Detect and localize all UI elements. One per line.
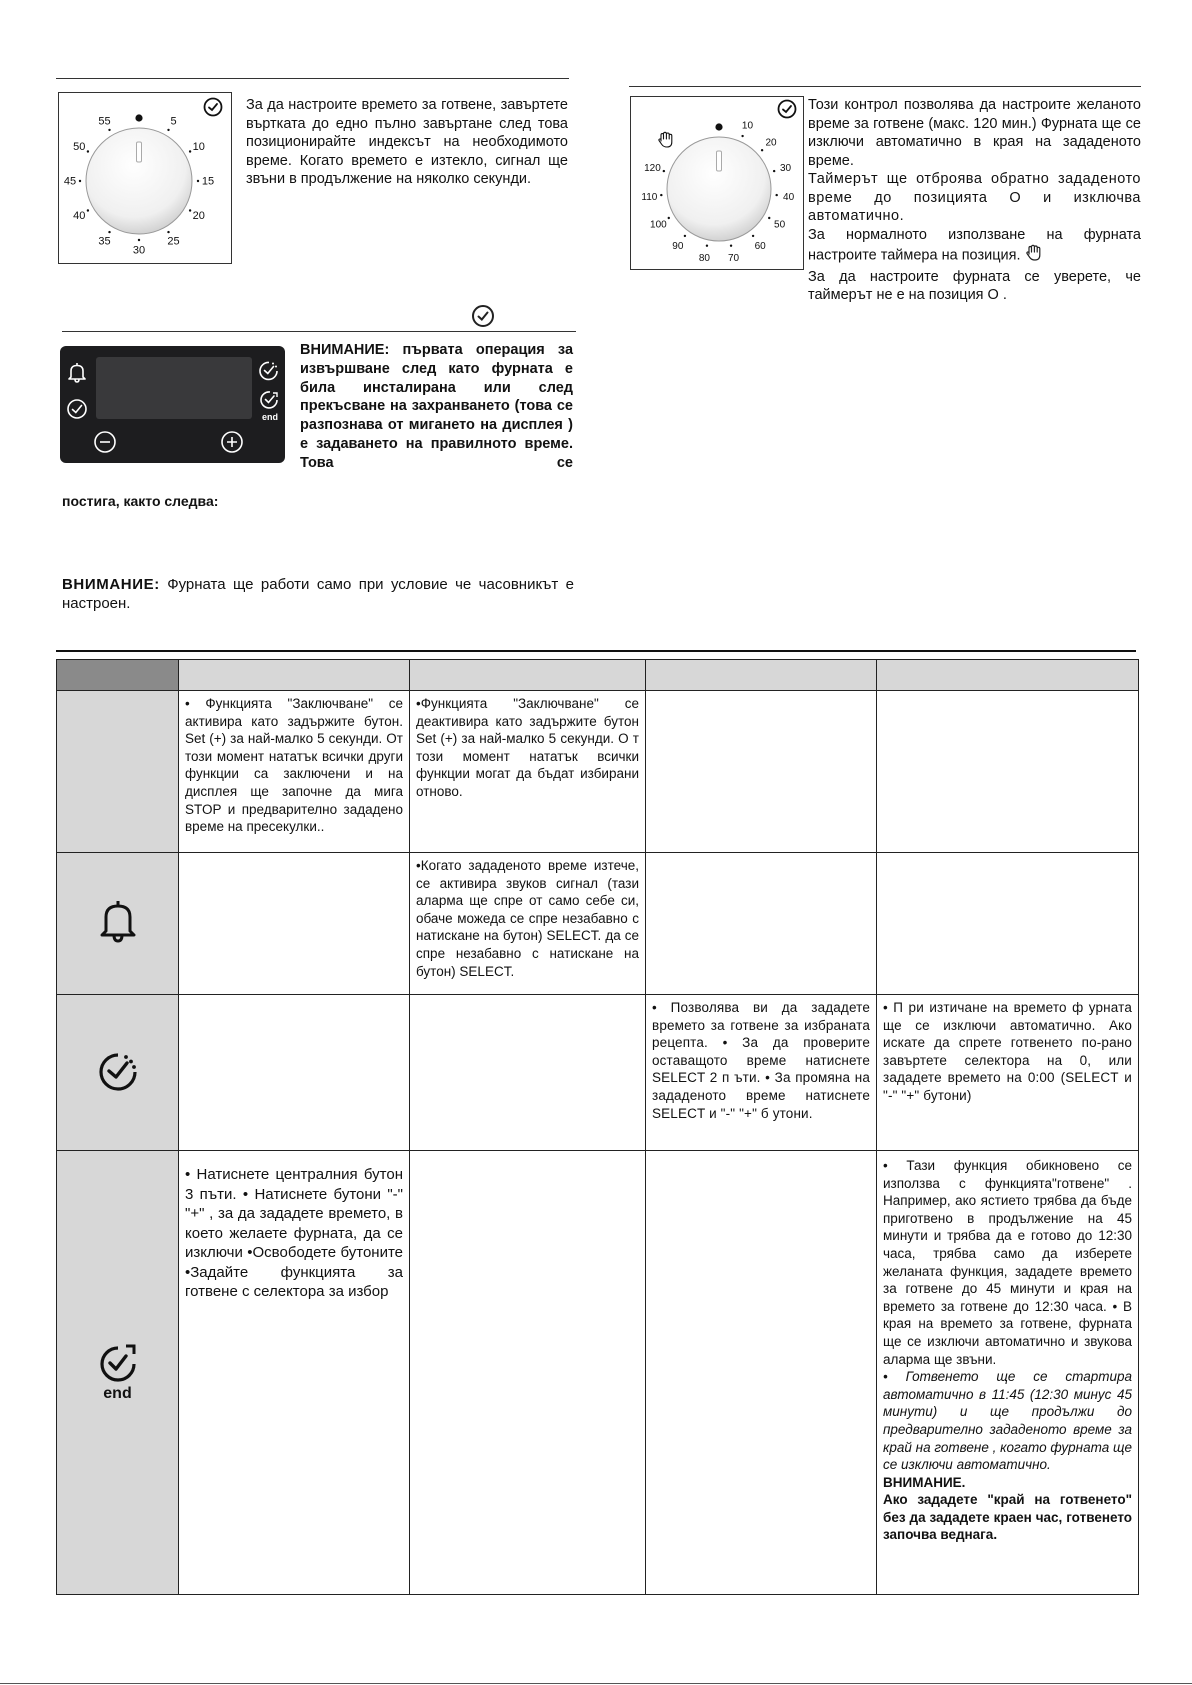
dial-label: 20: [765, 137, 777, 149]
bell-icon: [96, 933, 140, 948]
dial-tick: [730, 245, 732, 247]
section-rule-electronic: [62, 331, 576, 332]
table-row: [57, 1151, 1139, 1595]
section-rule-mech: [56, 78, 569, 79]
dial-tick: [167, 129, 169, 131]
display-screen: [96, 357, 252, 419]
dial-tick: [108, 129, 110, 131]
dial-tick: [684, 235, 686, 237]
page-bottom-rule: [0, 1683, 1192, 1684]
electronic-warning-text: [300, 341, 573, 473]
duration-icon: [95, 1081, 141, 1096]
table-cell: [646, 853, 877, 995]
dial-tick: [189, 150, 191, 152]
auto-timer-dial: [630, 96, 804, 270]
table-cell: • Тази функция обикновено се използва с функцията"готвене" . Например, ако ястието трябва да бъде приготвено в продължение на 45 минути и трябва да е готово до 12:30 часа, трябва само да изберете желаната функция, зададете времето за готвене до 45 минути и края на времето за готвене до 12:30 часа. • В края на времето за готвене, фурната ще се изключи автоматично и звукова аларма ще звъни. • Готвенето ще се стартира автоматично в 11:45 (12:30 минус 45 минути) и ще продължи до предварително зададеното време за край на готвене , когато фурната ще се изключи автоматично. ВНИМАНИЕ. Ако зададете "край на готвенето" без да зададете краен час, готвенето започва веднага.: [877, 1151, 1139, 1595]
dial-label: 20: [192, 210, 205, 222]
table-header-cell: [179, 660, 410, 691]
clock-check-icon: [205, 99, 222, 116]
bell-icon[interactable]: [65, 360, 89, 389]
electronic-warning-tail: постига, както следва:: [62, 493, 219, 509]
auto-timer-text: [808, 96, 1141, 305]
electronic-note-body: Фурната ще работи само при условие че часовникът е настроен.: [62, 576, 574, 612]
dial-tick: [741, 135, 743, 137]
dial-label: 10: [741, 120, 754, 132]
dial-tick: [660, 194, 662, 196]
table-top-rule: [56, 650, 1136, 652]
dial-label: 50: [774, 219, 786, 231]
electronic-warning-body: първата операция за извършване след като фурната е била инсталирана или след прекъсване на захранването (това се разпознава от мигането на дисплея ) е задаването на правилното време. Това се: [300, 342, 574, 471]
end-icon-cell: [57, 1151, 179, 1595]
dial-label: 110: [641, 191, 658, 203]
dial-tick: [668, 217, 670, 219]
dial-tick: [773, 170, 775, 172]
table-row: [57, 995, 1139, 1151]
dial-label: 55: [98, 115, 111, 128]
dial-label: 25: [167, 235, 180, 248]
table-cell: • Натиснете централния бутон 3 пъти. • Натиснете бутони "-" "+" , за да зададете времето, в което желаете фурната, да се изключи •Освободете бутоните •Задайте функцията за готвене с селектора за избор: [179, 1151, 410, 1595]
dial-label: 80: [698, 252, 711, 264]
minus-button[interactable]: [93, 430, 117, 459]
table-header-cell: [646, 660, 877, 691]
auto-timer-line-3: За нормалното използване на фурната настроите таймера на позиция.: [808, 226, 1141, 264]
electronic-programmer-panel: [60, 346, 285, 463]
dial-tick: [138, 239, 140, 241]
table-header-cell: [57, 660, 179, 691]
table-cell: [410, 1151, 646, 1595]
dial-tick: [87, 150, 89, 152]
dial-label: 40: [73, 210, 86, 222]
end-time-icon: [95, 1342, 141, 1401]
dial-label: 100: [650, 219, 667, 231]
functions-table: [56, 659, 1139, 1595]
electronic-note-title: ВНИМАНИЕ:: [62, 576, 160, 593]
table-header-row: [57, 660, 1139, 691]
dial-tick: [189, 209, 191, 211]
table-cell: [179, 853, 410, 995]
table-cell: [410, 995, 646, 1151]
table-cell: [877, 691, 1139, 853]
dial-tick: [108, 231, 110, 233]
bell-icon-cell: [57, 853, 179, 995]
dial-tick: [79, 180, 81, 182]
dial-tick: [768, 217, 770, 219]
hand-icon: [1025, 244, 1045, 268]
table-cell: •Когато зададеното време изтече, се активира звуков сигнал (тази аларма ще спре от само себе си, обаче можеда се спре незабавно с натискане на бутон) SELECT. да се спре незабавно с натискане на бутон) SELECT.: [410, 853, 646, 995]
end-time-icon[interactable]: [257, 389, 283, 421]
table-cell: [646, 691, 877, 853]
electronic-note: [62, 575, 574, 613]
dial-label: 120: [644, 162, 661, 174]
dial-tick: [761, 149, 763, 151]
clock-check-icon-header: [471, 304, 495, 333]
dial-label: 90: [672, 241, 684, 253]
dial-label: 35: [98, 235, 111, 248]
table-row: [57, 853, 1139, 995]
dial-label: 15: [201, 175, 215, 188]
dial-index-mark: [137, 142, 142, 162]
dial-label: 45: [63, 175, 77, 188]
dial-label: 40: [783, 191, 795, 203]
end-icon-label: end: [103, 1385, 132, 1402]
mechanical-timer-dial: [58, 92, 232, 264]
table-cell: • Функцията "Заключване" се активира като задържите бутон. Set (+) за най-малко 5 секунди. От този момент нататък всички други функции са заключени и на дисплея ще започне да мига STOP и предварително зададено време на пресекулки..: [179, 691, 410, 853]
dial-tick: [775, 194, 777, 196]
table-row: [57, 691, 1139, 853]
dial-tick: [663, 170, 665, 172]
auto-timer-line-1: Този контрол позволява да настроите желаното време за готвене (макс. 120 мин.) Фурната ще се изключи автоматично в края на зададеното време.: [808, 97, 1141, 169]
end-label: end: [261, 412, 278, 422]
lock-icon-cell: [57, 691, 179, 853]
section-rule-auto: [629, 86, 1141, 87]
plus-button[interactable]: [220, 430, 244, 459]
table-cell: [646, 1151, 877, 1595]
table-cell: [877, 853, 1139, 995]
dial-index-mark: [717, 151, 722, 171]
dial-label: 10: [192, 141, 205, 153]
hand-icon: [659, 132, 672, 147]
table-cell: •Функцията "Заключване" се деактивира като задържите бутон Set (+) за най-малко 5 секунди. О т този момент нататък всички функции могат да бъдат избирани отново.: [410, 691, 646, 853]
auto-timer-line-4: За да настроите фурната се уверете, че таймерът не е на позиция О .: [808, 268, 1141, 303]
table-header-cell: [410, 660, 646, 691]
dial-label: 70: [727, 252, 740, 264]
dial-label: 60: [754, 241, 766, 253]
mech-timer-text: За да настроите времето за готвене, завъртете въртката до едно пълно завъртане след това позиционирайте индексът на необходимото време. Когато времето е изтекло, сигнал ще звъни в продължение на няколко секунди.: [246, 97, 568, 187]
electronic-warning-title: ВНИМАНИЕ:: [300, 342, 390, 358]
dial-tick: [197, 180, 199, 182]
clock-set-icon[interactable]: [65, 397, 89, 426]
dial-label: 50: [73, 141, 86, 153]
table-header-cell: [877, 660, 1139, 691]
duration-icon[interactable]: [257, 358, 281, 387]
duration-icon-cell: [57, 995, 179, 1151]
table-cell: [179, 995, 410, 1151]
dial-label: 5: [170, 115, 177, 128]
dial-tick: [706, 245, 708, 247]
dial-tick: [87, 209, 89, 211]
dial-zero-dot: [135, 114, 142, 121]
dial-label: 30: [132, 244, 146, 257]
table-cell: • П ри изтичане на времето ф урната ще се изключи автоматично. Ако искате да спрете готвенето по-рано завъртете селектора на 0, или зададете времето на 0:00 (SELECT и "-" "+" бутони): [877, 995, 1139, 1151]
clock-check-icon: [779, 101, 796, 118]
auto-timer-line-2: Таймерът ще отброява обратно зададеното време до позицията О и изключва автоматично.: [808, 171, 1141, 224]
dial-tick: [167, 231, 169, 233]
dial-label: 30: [780, 162, 792, 174]
dial-tick: [752, 235, 754, 237]
table-cell: • Позволява ви да зададете времето за готвене за избраната рецепта. • За да проверите оставащото време натиснете SELECT 2 п ъти. • За промяна на зададеното време натиснете SELECT и "-" "+" б утони.: [646, 995, 877, 1151]
dial-zero-dot: [715, 123, 722, 130]
